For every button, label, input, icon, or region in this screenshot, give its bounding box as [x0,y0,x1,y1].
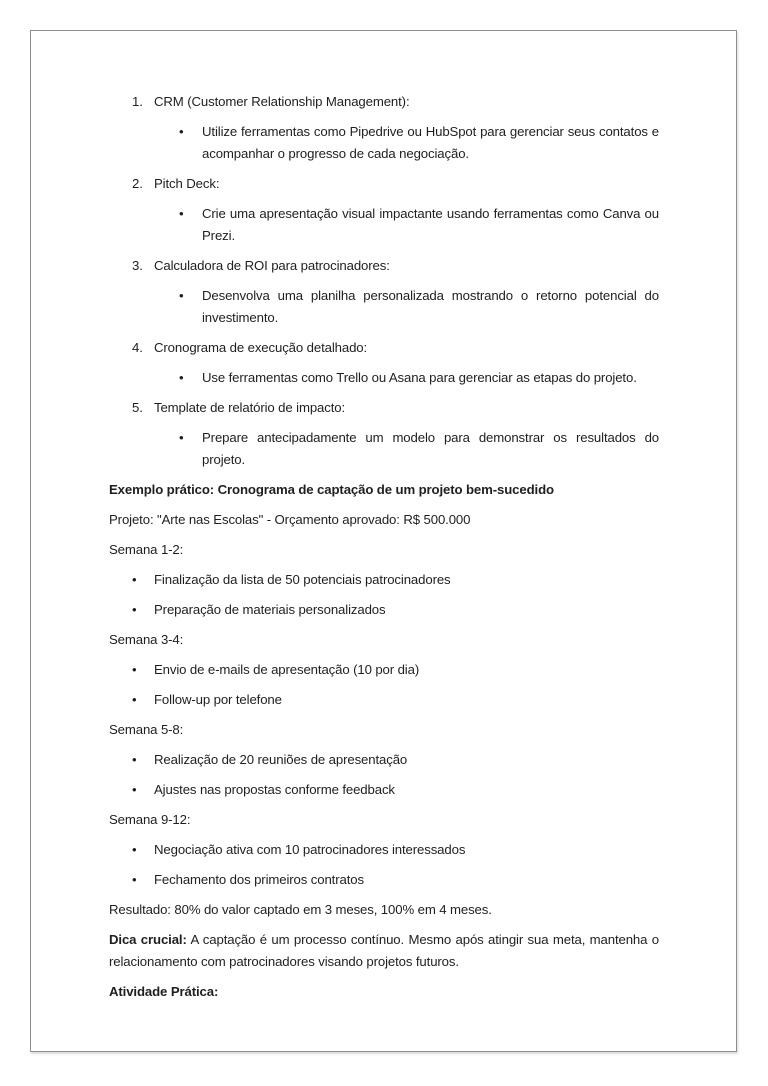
week-bullet-text: Envio de e-mails de apresentação (10 por dia) [154,662,420,677]
week-bullet-item [109,569,659,591]
bullet-icon: • [132,842,137,857]
sub-bullet-text: Crie uma apresentação visual impactante usando ferramentas como Canva ou Prezi. [202,206,659,243]
numbered-item-title [109,255,659,277]
project-line: Projeto: "Arte nas Escolas" - Orçamento aprovado: R$ 500.000 [109,512,471,527]
sub-bullet-item [109,367,659,389]
numbered-item-label: Calculadora de ROI para patrocinadores: [154,258,390,273]
week-label: Semana 9-12: [109,812,191,827]
week-bullet-text: Fechamento dos primeiros contratos [154,872,364,887]
week-label: Semana 3-4: [109,632,184,647]
week-bullet-item [109,599,659,621]
week-label: Semana 1-2: [109,542,184,557]
bullet-icon: • [179,206,184,221]
bullet-icon: • [179,288,184,303]
numbered-item-title [109,91,659,113]
numbered-item [109,397,659,471]
week-bullet-text: Follow-up por telefone [154,692,282,707]
week-bullet-list [109,659,659,711]
bullet-icon: • [132,752,137,767]
week-bullet-list [109,569,659,621]
week-bullet-text: Preparação de materiais personalizados [154,602,386,617]
sub-bullet-text: Desenvolva uma planilha personalizada mostrando o retorno potencial do investimento. [202,288,659,325]
tip-paragraph [109,929,659,973]
tip-label: Dica crucial: [109,932,187,947]
numbered-item-label: Cronograma de execução detalhado: [154,340,368,355]
week-block [109,809,659,891]
bullet-icon: • [132,572,137,587]
week-label: Semana 5-8: [109,722,184,737]
numbered-item-label: Template de relatório de impacto: [154,400,346,415]
list-number: 5. [132,400,143,415]
numbered-item [109,255,659,329]
activity-heading: Atividade Prática: [109,984,219,999]
document-page [30,30,737,1052]
week-block [109,629,659,711]
example-heading: Exemplo prático: Cronograma de captação de um projeto bem-sucedido [109,482,554,497]
numbered-item-label: Pitch Deck: [154,176,220,191]
week-bullet-item [109,689,659,711]
sub-bullet-list [109,367,659,389]
bullet-icon: • [179,124,184,139]
week-bullet-text: Realização de 20 reuniões de apresentação [154,752,408,767]
numbered-item-title [109,173,659,195]
bullet-icon: • [132,782,137,797]
list-number: 1. [132,94,143,109]
sub-bullet-list [109,121,659,165]
sub-bullet-text: Use ferramentas como Trello ou Asana para gerenciar as etapas do projeto. [202,370,637,385]
sub-bullet-item [109,203,659,247]
numbered-item-title [109,337,659,359]
week-block [109,539,659,621]
sub-bullet-item [109,121,659,165]
tools-list [109,91,659,471]
bullet-icon: • [179,430,184,445]
sub-bullet-item [109,285,659,329]
bullet-icon: • [132,662,137,677]
weeks-list [109,539,659,891]
sub-bullet-list [109,285,659,329]
week-bullet-text: Ajustes nas propostas conforme feedback [154,782,395,797]
week-bullet-item [109,659,659,681]
bullet-icon: • [132,872,137,887]
week-bullet-item [109,869,659,891]
sub-bullet-text: Utilize ferramentas como Pipedrive ou HubSpot para gerenciar seus contatos e acompanhar o progresso de cada negociação. [202,124,659,161]
bullet-icon: • [179,370,184,385]
numbered-item [109,337,659,389]
tip-text: A captação é um processo contínuo. Mesmo após atingir sua meta, mantenha o relacionamento com patrocinadores visando projetos futuros. [109,932,659,969]
numbered-item-label: CRM (Customer Relationship Management): [154,94,410,109]
bullet-icon: • [132,602,137,617]
week-bullet-text: Negociação ativa com 10 patrocinadores interessados [154,842,466,857]
numbered-item [109,91,659,165]
sub-bullet-item [109,427,659,471]
list-number: 3. [132,258,143,273]
numbered-item-title [109,397,659,419]
list-number: 2. [132,176,143,191]
numbered-item [109,173,659,247]
week-bullet-item [109,749,659,771]
sub-bullet-text: Prepare antecipadamente um modelo para demonstrar os resultados do projeto. [202,430,659,467]
sub-bullet-list [109,427,659,471]
list-number: 4. [132,340,143,355]
sub-bullet-list [109,203,659,247]
week-bullet-list [109,749,659,801]
week-block [109,719,659,801]
week-bullet-list [109,839,659,891]
week-bullet-text: Finalização da lista de 50 potenciais patrocinadores [154,572,451,587]
document-content [31,31,736,1051]
week-bullet-item [109,839,659,861]
result-line: Resultado: 80% do valor captado em 3 meses, 100% em 4 meses. [109,902,492,917]
bullet-icon: • [132,692,137,707]
week-bullet-item [109,779,659,801]
